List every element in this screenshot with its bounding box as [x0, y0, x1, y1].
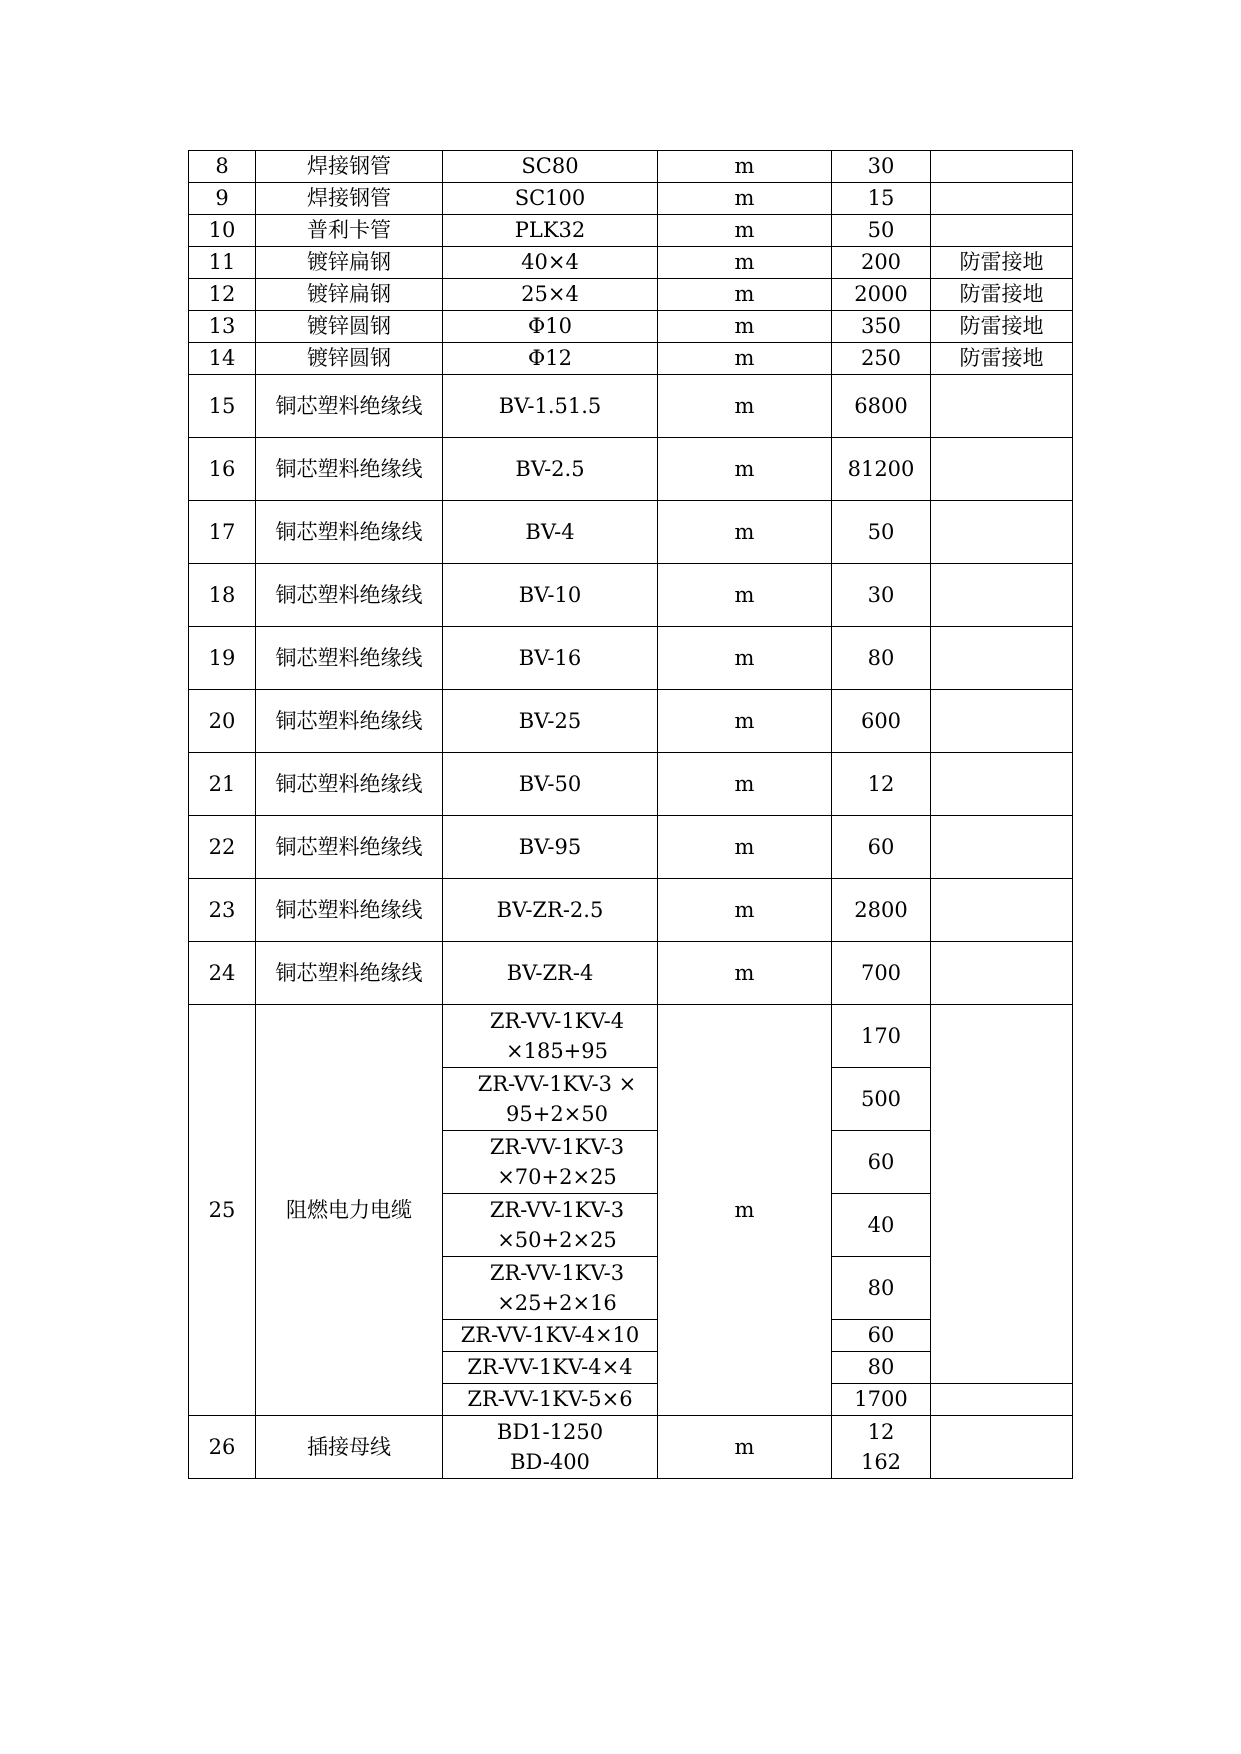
spec-line: BD1-1250 — [496, 1420, 604, 1444]
table-row — [189, 151, 1073, 183]
table-row — [189, 942, 1073, 1005]
item-quantity: 81200 — [832, 438, 931, 501]
spec-line: BD-400 — [510, 1450, 590, 1474]
quantity-line: 162 — [860, 1450, 902, 1474]
item-quantity: 700 — [832, 942, 931, 1005]
item-quantity: 350 — [832, 311, 931, 343]
item-quantity: 170 — [832, 1005, 931, 1068]
table-row — [189, 215, 1073, 247]
item-quantity: 80 — [832, 1257, 931, 1320]
table-row — [189, 183, 1073, 215]
table-row — [189, 343, 1073, 375]
row-number: 17 — [189, 501, 256, 564]
row-number: 23 — [189, 879, 256, 942]
item-name: 镀锌圆钢 — [256, 343, 443, 375]
item-spec: SC80 — [443, 151, 658, 183]
item-unit: m — [658, 438, 832, 501]
item-unit: m — [658, 501, 832, 564]
table-row — [189, 564, 1073, 627]
table-row — [189, 1005, 1073, 1068]
item-quantity: 200 — [832, 247, 931, 279]
row-number: 19 — [189, 627, 256, 690]
item-quantity: 6800 — [832, 375, 931, 438]
item-quantity: 40 — [832, 1194, 931, 1257]
item-note: 防雷接地 — [931, 279, 1073, 311]
item-name: 阻燃电力电缆 — [256, 1005, 443, 1416]
item-quantity: 500 — [832, 1068, 931, 1131]
row-number: 21 — [189, 753, 256, 816]
item-quantity: 50 — [832, 501, 931, 564]
item-quantity: 30 — [832, 564, 931, 627]
table-row — [189, 690, 1073, 753]
item-spec: PLK32 — [443, 215, 658, 247]
table-row — [189, 247, 1073, 279]
item-quantity: 1700 — [832, 1384, 931, 1416]
item-quantity: 250 — [832, 343, 931, 375]
item-note — [931, 375, 1073, 438]
item-name: 铜芯塑料绝缘线 — [256, 438, 443, 501]
item-name: 铜芯塑料绝缘线 — [256, 942, 443, 1005]
item-note — [931, 942, 1073, 1005]
item-name: 镀锌扁钢 — [256, 279, 443, 311]
row-number: 14 — [189, 343, 256, 375]
table-row — [189, 501, 1073, 564]
item-unit: m — [658, 311, 832, 343]
item-spec: ZR-VV-1KV-4×10 — [443, 1320, 658, 1352]
item-name: 铜芯塑料绝缘线 — [256, 501, 443, 564]
table-row — [189, 311, 1073, 343]
item-note — [931, 215, 1073, 247]
item-quantity: 12 — [832, 753, 931, 816]
item-name: 铜芯塑料绝缘线 — [256, 879, 443, 942]
row-number: 13 — [189, 311, 256, 343]
item-unit: m — [658, 183, 832, 215]
table-row — [189, 753, 1073, 816]
table-row — [189, 1416, 1073, 1479]
table-row — [189, 879, 1073, 942]
item-name: 普利卡管 — [256, 215, 443, 247]
item-quantity: 2800 — [832, 879, 931, 942]
item-spec: BV-1.51.5 — [443, 375, 658, 438]
row-number: 26 — [189, 1416, 256, 1479]
item-spec: ZR-VV-1KV-3 ×70+2×25 — [443, 1131, 658, 1194]
item-spec: Φ10 — [443, 311, 658, 343]
item-unit: m — [658, 753, 832, 816]
item-unit: m — [658, 375, 832, 438]
item-quantity: 2000 — [832, 279, 931, 311]
item-spec: ZR-VV-1KV-3 ×50+2×25 — [443, 1194, 658, 1257]
item-unit: m — [658, 564, 832, 627]
item-name: 插接母线 — [256, 1416, 443, 1479]
item-name: 铜芯塑料绝缘线 — [256, 564, 443, 627]
row-number: 8 — [189, 151, 256, 183]
item-name: 焊接钢管 — [256, 151, 443, 183]
item-unit: m — [658, 627, 832, 690]
item-quantity: 80 — [832, 1352, 931, 1384]
item-unit: m — [658, 1416, 832, 1479]
item-unit: m — [658, 151, 832, 183]
item-spec: BV-25 — [443, 690, 658, 753]
row-number: 12 — [189, 279, 256, 311]
item-name: 镀锌圆钢 — [256, 311, 443, 343]
item-note: 防雷接地 — [931, 311, 1073, 343]
item-spec: BV-10 — [443, 564, 658, 627]
item-quantity: 80 — [832, 627, 931, 690]
item-note — [931, 690, 1073, 753]
item-quantity: 60 — [832, 816, 931, 879]
item-spec: ZR-VV-1KV-5×6 — [443, 1384, 658, 1416]
item-spec: ZR-VV-1KV-3 ×25+2×16 — [443, 1257, 658, 1320]
table-row — [189, 627, 1073, 690]
item-spec: BV-16 — [443, 627, 658, 690]
item-note — [931, 151, 1073, 183]
item-note — [931, 879, 1073, 942]
item-note — [931, 501, 1073, 564]
materials-table — [188, 150, 1073, 1479]
item-note — [931, 816, 1073, 879]
item-note: 防雷接地 — [931, 247, 1073, 279]
item-note — [931, 1384, 1073, 1416]
item-spec: BV-2.5 — [443, 438, 658, 501]
item-quantity: 60 — [832, 1320, 931, 1352]
item-spec: ZR-VV-1KV-4 ×185+95 — [443, 1005, 658, 1068]
item-note — [931, 438, 1073, 501]
item-unit: m — [658, 215, 832, 247]
table-row — [189, 375, 1073, 438]
item-spec — [443, 1416, 658, 1479]
item-spec: BV-ZR-2.5 — [443, 879, 658, 942]
item-spec: BV-95 — [443, 816, 658, 879]
item-spec: BV-50 — [443, 753, 658, 816]
item-quantity: 30 — [832, 151, 931, 183]
item-name: 镀锌扁钢 — [256, 247, 443, 279]
item-quantity: 15 — [832, 183, 931, 215]
item-name: 铜芯塑料绝缘线 — [256, 375, 443, 438]
table-row — [189, 816, 1073, 879]
item-spec: ZR-VV-1KV-4×4 — [443, 1352, 658, 1384]
row-number: 11 — [189, 247, 256, 279]
item-name: 铜芯塑料绝缘线 — [256, 816, 443, 879]
materials-table-container — [188, 150, 1073, 1479]
item-unit: m — [658, 816, 832, 879]
item-spec: ZR-VV-1KV-3 × 95+2×50 — [443, 1068, 658, 1131]
item-unit: m — [658, 1005, 832, 1416]
item-note — [931, 627, 1073, 690]
row-number: 24 — [189, 942, 256, 1005]
row-number: 15 — [189, 375, 256, 438]
item-spec: BV-ZR-4 — [443, 942, 658, 1005]
item-spec: 25×4 — [443, 279, 658, 311]
item-unit: m — [658, 247, 832, 279]
row-number: 10 — [189, 215, 256, 247]
row-number: 22 — [189, 816, 256, 879]
item-note — [931, 564, 1073, 627]
item-quantity: 600 — [832, 690, 931, 753]
item-spec: 40×4 — [443, 247, 658, 279]
item-spec: BV-4 — [443, 501, 658, 564]
item-spec: Φ12 — [443, 343, 658, 375]
item-unit: m — [658, 343, 832, 375]
item-note — [931, 753, 1073, 816]
quantity-line: 12 — [867, 1420, 895, 1444]
row-number: 16 — [189, 438, 256, 501]
item-note — [931, 1416, 1073, 1479]
item-quantity: 50 — [832, 215, 931, 247]
table-row — [189, 279, 1073, 311]
item-name: 铜芯塑料绝缘线 — [256, 690, 443, 753]
item-name: 铜芯塑料绝缘线 — [256, 753, 443, 816]
item-spec: SC100 — [443, 183, 658, 215]
item-quantity: 60 — [832, 1131, 931, 1194]
item-name: 铜芯塑料绝缘线 — [256, 627, 443, 690]
item-note — [931, 183, 1073, 215]
item-unit: m — [658, 942, 832, 1005]
row-number: 25 — [189, 1005, 256, 1416]
item-name: 焊接钢管 — [256, 183, 443, 215]
item-unit: m — [658, 879, 832, 942]
item-unit: m — [658, 279, 832, 311]
table-row — [189, 438, 1073, 501]
row-number: 18 — [189, 564, 256, 627]
item-note: 防雷接地 — [931, 343, 1073, 375]
item-unit: m — [658, 690, 832, 753]
item-quantity — [832, 1416, 931, 1479]
item-note — [931, 1005, 1073, 1384]
row-number: 20 — [189, 690, 256, 753]
row-number: 9 — [189, 183, 256, 215]
